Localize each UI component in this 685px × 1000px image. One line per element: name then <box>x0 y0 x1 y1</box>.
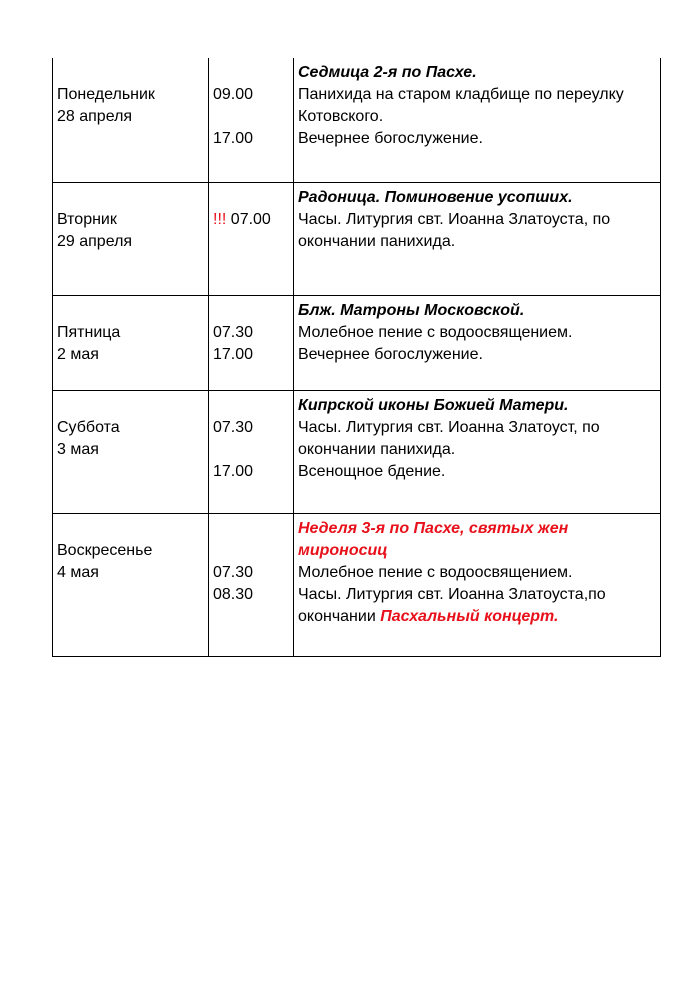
day-name: Понедельник <box>57 86 155 103</box>
event-line: окончании панихида. <box>298 233 456 250</box>
time-cell <box>209 296 294 391</box>
feast-title: Кипрской иконы Божией Матери. <box>298 397 569 414</box>
alert-marks: !!! <box>213 211 227 228</box>
day-cell <box>53 183 209 296</box>
event-line: Молебное пение с водоосвящением. <box>298 324 573 341</box>
service-time: 07.30 <box>213 564 254 581</box>
event-cell <box>294 514 661 657</box>
feast-title: Седмица 2-я по Пасхе. <box>298 64 477 81</box>
table-row <box>53 58 661 183</box>
feast-title: Радоница. Поминовение усопших. <box>298 189 573 206</box>
event-cell <box>294 391 661 514</box>
day-date: 28 апреля <box>57 108 133 125</box>
event-line <box>298 606 656 628</box>
event-line: Часы. Литургия свт. Иоанна Златоуст, по <box>298 419 600 436</box>
schedule-table <box>52 58 661 657</box>
event-cell <box>294 183 661 296</box>
table-row <box>53 296 661 391</box>
event-line: Панихида на старом кладбище по переулку <box>298 86 624 103</box>
feast-title: Блж. Матроны Московской. <box>298 302 525 319</box>
service-time: 07.00 <box>226 211 271 228</box>
day-date: 29 апреля <box>57 233 133 250</box>
day-name: Пятница <box>57 324 121 341</box>
time-cell <box>209 183 294 296</box>
event-line: окончании панихида. <box>298 441 456 458</box>
event-line: Молебное пение с водоосвящением. <box>298 564 573 581</box>
table-row <box>53 514 661 657</box>
event-cell <box>294 58 661 183</box>
day-cell <box>53 296 209 391</box>
day-date: 2 мая <box>57 346 99 363</box>
concert-highlight: Пасхальный концерт. <box>380 608 559 625</box>
time-cell <box>209 58 294 183</box>
day-cell <box>53 391 209 514</box>
time-cell <box>209 514 294 657</box>
service-time: 17.00 <box>213 130 254 147</box>
event-cell <box>294 296 661 391</box>
service-time: 07.30 <box>213 419 254 436</box>
day-cell <box>53 58 209 183</box>
service-time: 08.30 <box>213 586 254 603</box>
service-time: 07.30 <box>213 324 254 341</box>
day-date: 3 мая <box>57 441 99 458</box>
service-time: 17.00 <box>213 346 254 363</box>
table-row <box>53 391 661 514</box>
event-line-prefix: окончании <box>298 608 381 625</box>
day-name: Суббота <box>57 419 120 436</box>
event-line: Вечернее богослужение. <box>298 130 483 147</box>
event-line: Часы. Литургия свт. Иоанна Златоуста, по <box>298 211 611 228</box>
event-line: Вечернее богослужение. <box>298 346 483 363</box>
event-line: Всенощное бдение. <box>298 463 446 480</box>
day-name: Вторник <box>57 211 117 228</box>
event-line: Часы. Литургия свт. Иоанна Златоуста,по <box>298 586 606 603</box>
day-name: Воскресенье <box>57 542 153 559</box>
feast-title: Неделя 3-я по Пасхе, святых жен <box>298 520 569 537</box>
service-time-row <box>213 209 289 231</box>
table-row <box>53 183 661 296</box>
service-time: 17.00 <box>213 463 254 480</box>
time-cell <box>209 391 294 514</box>
day-cell <box>53 514 209 657</box>
day-date: 4 мая <box>57 564 99 581</box>
feast-title-continued: мироносиц <box>298 542 388 559</box>
event-line: Котовского. <box>298 108 384 125</box>
service-time: 09.00 <box>213 86 254 103</box>
